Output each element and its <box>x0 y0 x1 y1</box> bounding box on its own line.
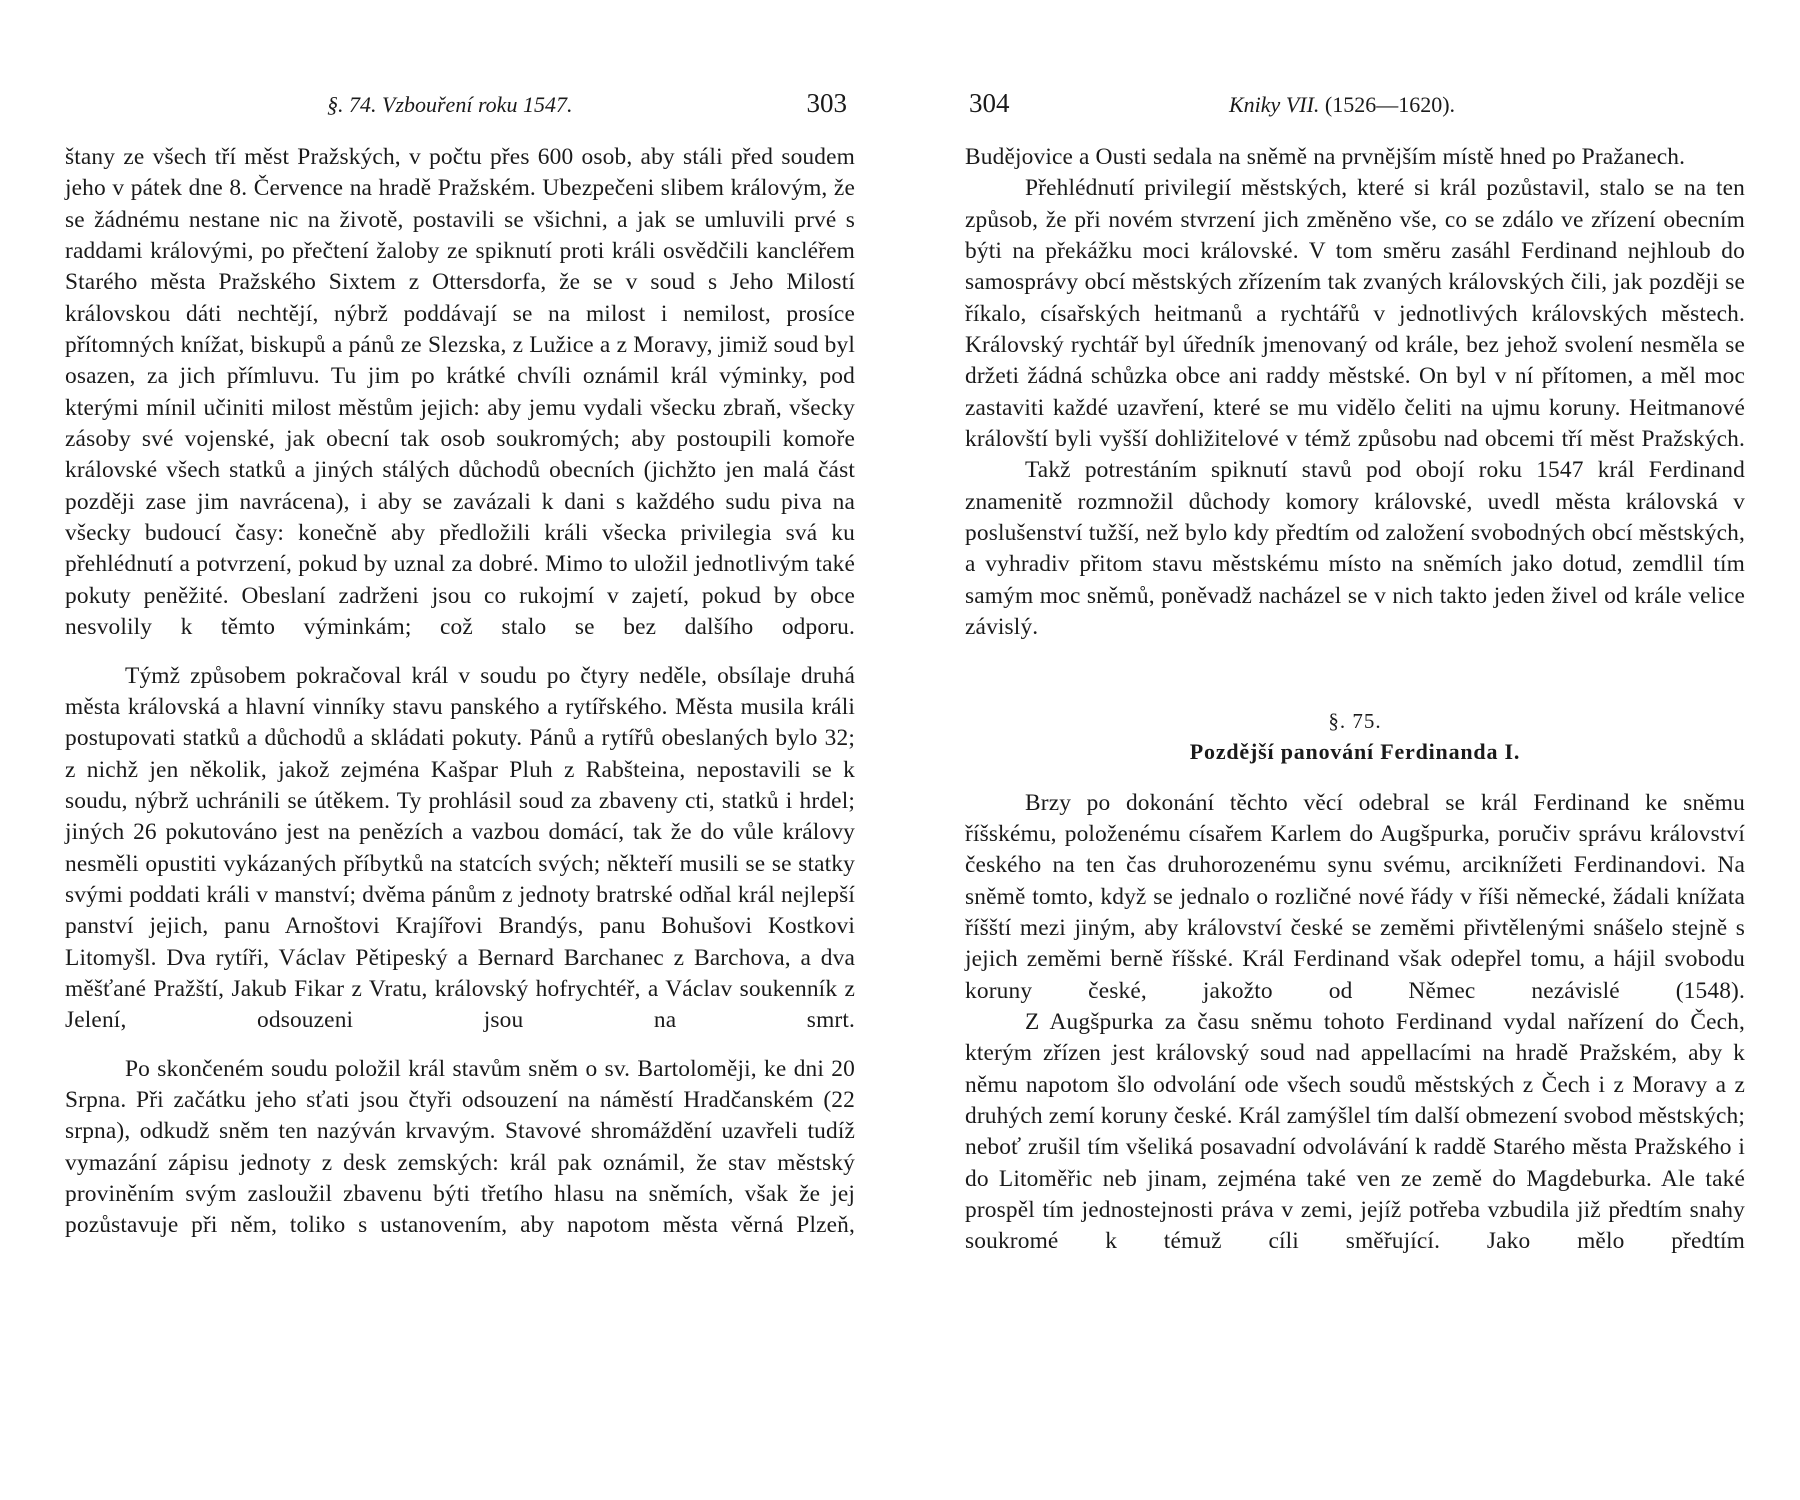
right-page <box>965 0 1745 1500</box>
right-body-text <box>965 142 1745 1258</box>
right-header-book: Kniky VII. <box>1229 92 1320 117</box>
right-header-title <box>1229 92 1455 118</box>
right-running-head <box>965 88 1745 124</box>
left-page-number: 303 <box>806 88 847 118</box>
left-paragraph-3: Po skončeném soudu položil král stavům sněm o sv. Bartoloměji, ke dni 20 Srpna. Při začátku jeho sťati jsou čtyři odsouzení na náměstí Hradčanském (22 srpna), odkudž sněm ten nazýván krvavým. Stavové shromáždění uzavřeli tudíž vymazání zápisu jednoty z desk zemských: král pak oznámil, že stav městský proviněním svým zasloužil zbavenu býti třetího hlasu na sněmích, však že jej pozůstavuje při něm, toliko s ustanovením, aby napotom města věrná Plzeň, <box>65 1055 855 1239</box>
left-body-text <box>65 142 855 1242</box>
right-page-number: 304 <box>969 88 1010 118</box>
section-heading <box>965 706 1745 768</box>
left-paragraph-1: štany ze všech tří měst Pražských, v počtu přes 600 osob, aby stáli před soudem jeho v pátek dne 8. Července na hradě Pražském. Ubezpečeni slibem královým, že se žádnému nestane nic na životě, postavili se všichni, a jak se umluvili prvé s raddami královými, po přečtení žaloby ze spiknutí proti králi osvědčili kancléřem Starého města Pražského Sixtem z Ottersdorfa, že se v soud s Jeho Milostí královskou dáti nechtějí, nýbrž poddávají se na milost i nemilost, prosíce přítomných knížat, biskupů a pánů ze Slezska, z Lužice a z Moravy, jimiž soud byl osazen, za jich přímluvu. Tu jim po krátké chvíli oznámil král výminky, pod kterými mínil učiniti milost městům jejich: aby jemu vydali všecku zbraň, všecky zásoby své vojenské, jak obecní tak osob soukromých; aby postoupili komoře královské všech statků a jiných stálých důchodů obecních (jichžto jen malá část později zase jim navrácena), i aby se zavázali k dani s každého sudu piva na všecky budoucí časy: konečně aby předložili králi všecka privilegia svá ku přehlédnutí a potvrzení, pokud by uznal za dobré. Mimo to uložil jednotlivým také pokuty peněžité. Obeslaní zadrženi jsou co rukojmí v zajetí, pokud by obce nesvolily k těmto výminkám; což stalo se bez dalšího odporu. <box>65 144 855 641</box>
right-paragraph-4: Brzy po dokonání těchto věcí odebral se král Ferdinand ke sněmu říšskému, položenému císařem Karlem do Augšpurka, poručiv správu království českého na ten čas druhorozenému synu svému, arciknížeti Ferdinandovi. Na sněmě tomto, když se jednalo o rozličné nové řády v říši německé, žádali knížata říšští mezi jiným, aby království české se zeměmi přivtělenými snášelo stejně s jejich zeměmi berně říšské. Král Ferdinand však odepřel tomu, a hájil svobodu koruny české, jakožto od Němec nezávislé (1548). <box>965 789 1745 1004</box>
section-title: Pozdější panování Ferdinanda I. <box>1189 738 1521 764</box>
left-paragraph-2: Týmž způsobem pokračoval král v soudu po čtyry neděle, obsílaje druhá města královská a hlavní vinníky stavu panského a rytířského. Města musila králi postupovati statků a důchodů a skládati pokuty. Pánů a rytířů obeslaných bylo 32; z nichž jen několik, jakož zejména Kašpar Pluh z Rabšteina, nepostavili se k soudu, nýbrž uchránili se útěkem. Ty prohlásil soud za zbaveny cti, statků i hrdel; jiných 26 pokutováno jest na penězích a vazbou domácí, tak že do vůle královy nesměli opustiti vykázaných příbytků na statcích svých; někteří musili se se statky svými poddati králi v manství; dvěma pánům z jednoty bratrské odňal král nejlepší panství jejich, panu Arnoštovi Krajířovi Brandýs, panu Bohušovi Kostkovi Litomyšl. Dva rytíři, Václav Pětipeský a Bernard Barchanec z Barchova, a dva měšťané Pražští, Jakub Fikar z Vratu, královský hofrychtéř, a Václav soukenník z Jelení, odsouzeni jsou na smrt. <box>65 662 855 1034</box>
right-header-years: (1526—1620). <box>1324 92 1456 117</box>
left-page <box>65 0 855 1500</box>
right-paragraph-2: Přehlédnutí privilegií městských, které si král pozůstavil, stalo se na ten způsob, že při novém stvrzení jich změněno vše, co se zdálo ve zřízení obecním býti na překážku moci královské. V tom směru zasáhl Ferdinand nejhloub do samosprávy obcí městských zřízením tak zvaných královských čili, jak později se říkalo, císařských heitmanů a rychtářů v jednotlivých královských městech. Královský rychtář byl úředník jmenovaný od krále, bez jehož svolení nesměla se držeti žádná schůzka obce ani raddy městské. On byl v ní přítomen, a měl moc zastaviti každé uzavření, které se mu vidělo čeliti na ujmu koruny. Heitmanové královští byli vyšší dohližitelové v témž způsobu nad obcemi tří měst Pražských. <box>965 175 1745 453</box>
left-header-title: §. 74. Vzbouření roku 1547. <box>327 92 573 117</box>
left-running-head <box>65 88 855 124</box>
right-paragraph-3: Takž potrestáním spiknutí stavů pod obojí roku 1547 král Ferdinand znamenitě rozmnožil důchody komory královské, uvedl města královská v poslušenství tužší, než bylo kdy předtím od založení svobodných obcí městských, a vyhradiv přitom stavu městskému místo na sněmích jako dotud, zemdlil tím samým moc sněmů, poněvadž nacházel se v nich takto jeden živel od krále velice závislý. <box>965 457 1745 641</box>
section-number: §. 75. <box>1328 708 1382 733</box>
right-paragraph-5: Z Augšpurka za času sněmu tohoto Ferdinand vydal nařízení do Čech, kterým zřízen jest královský soud nad appellacími na hradě Pražském, aby k němu napotom šlo odvolání ode všech soudů městských z Čech i z Moravy a z druhých zemí koruny české. Král zamýšlel tím další obmezení svobod městských; neboť zrušil tím všeliká posavadní odvolávání k raddě Starého města Pražského i do Litoměřic neb jinam, zejména také ven ze země do Magdeburka. Ale také prospěl tím jednostejnosti práva v zemi, jejíž potřeba vzbudila již předtím snahy soukromé k témuž cíli směřující. Jako mělo předtím <box>965 1008 1746 1255</box>
right-paragraph-1: Budějovice a Ousti sedala na sněmě na prvnějším místě hned po Pražanech. <box>965 144 1686 170</box>
